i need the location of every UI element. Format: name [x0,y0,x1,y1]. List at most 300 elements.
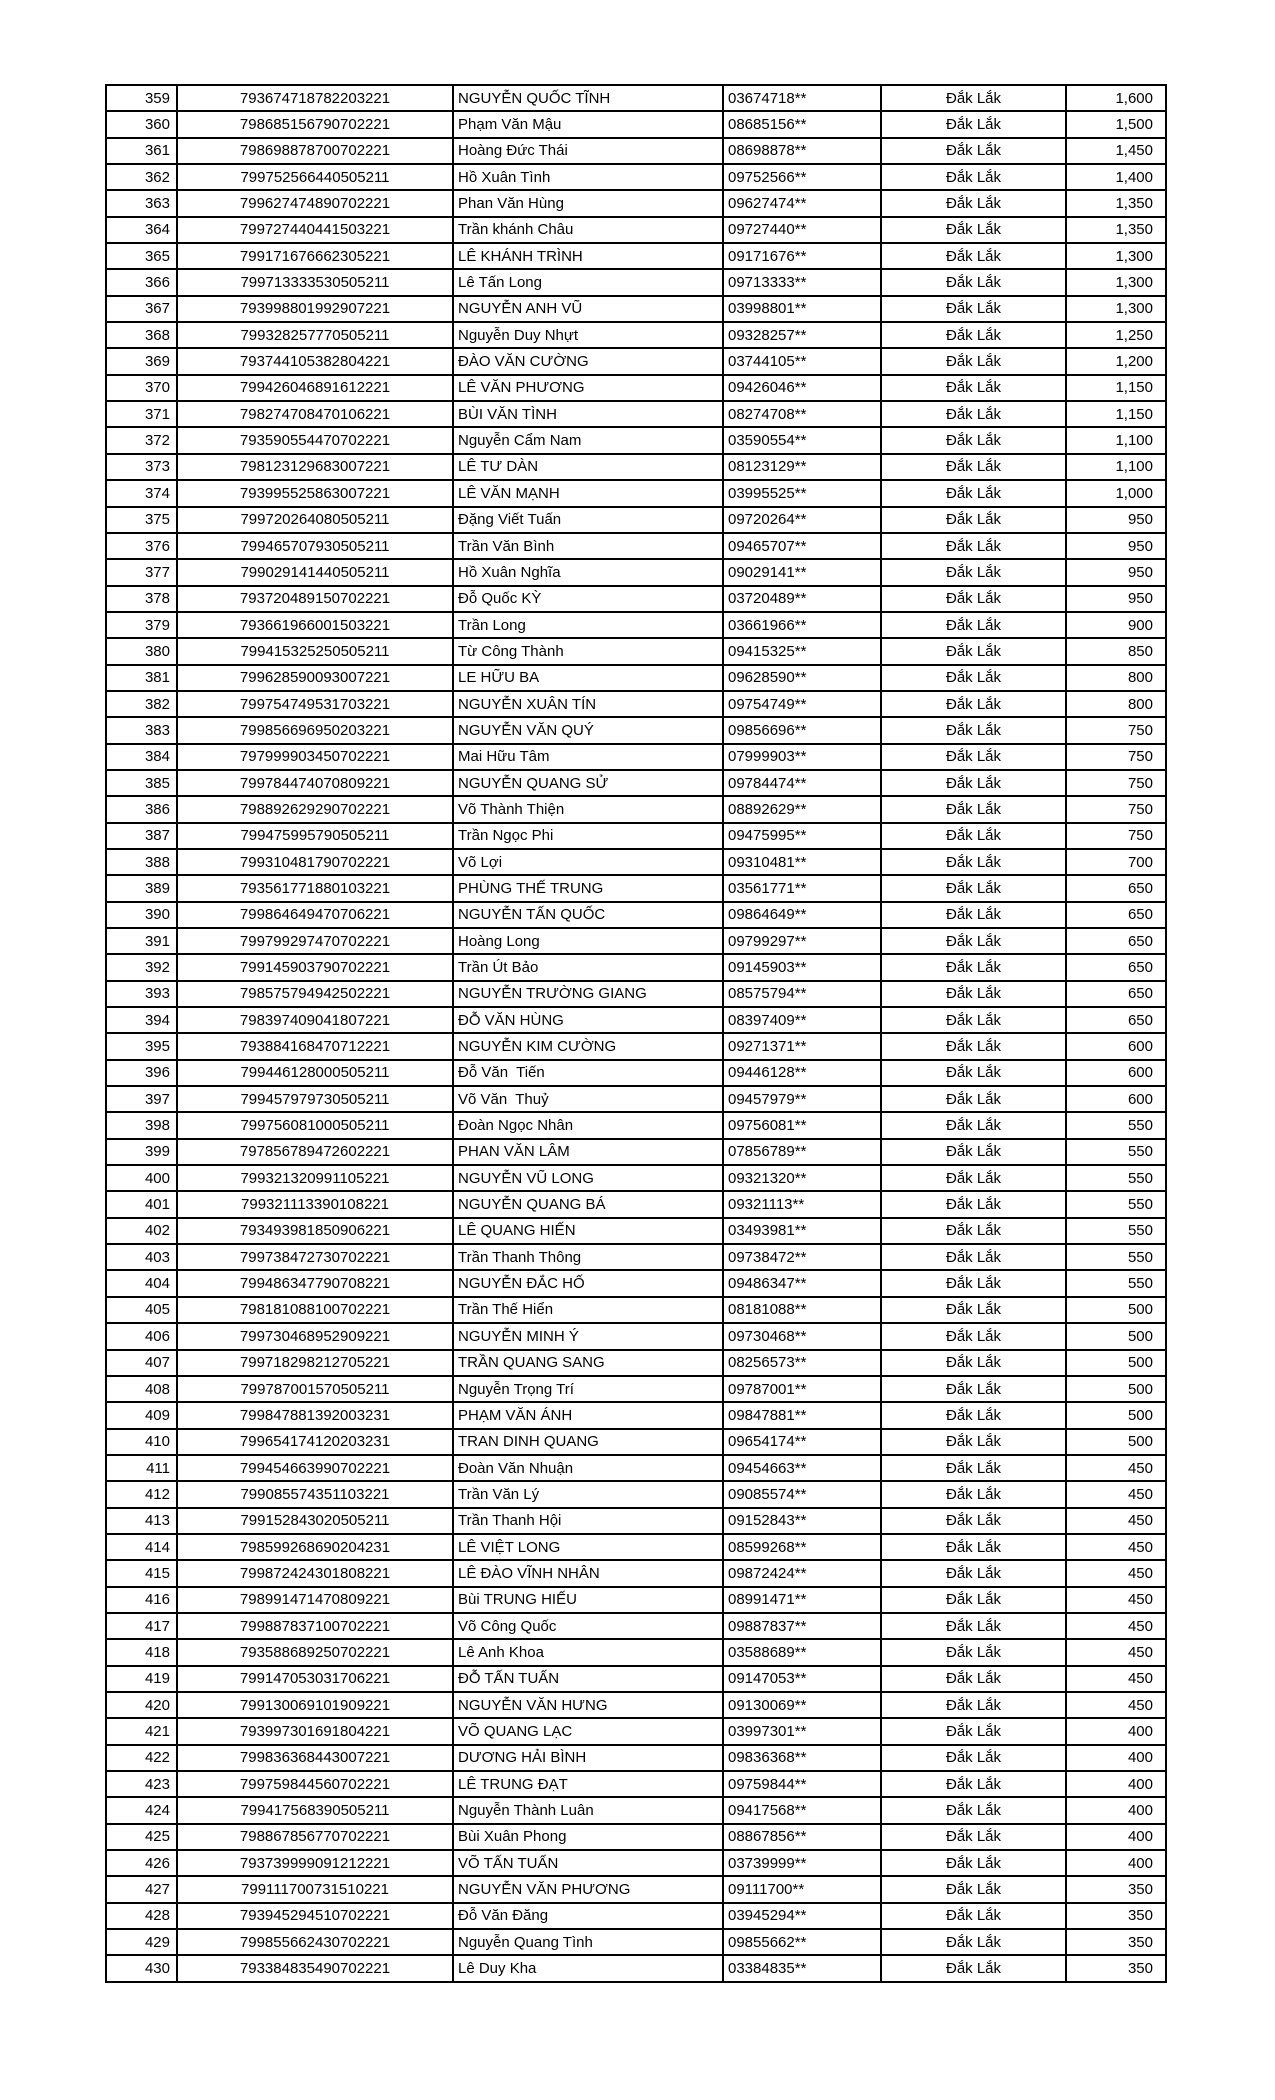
province-cell: Đắk Lắk [881,586,1066,612]
name-cell: ĐỖ VĂN HÙNG [453,1007,723,1033]
province-cell: Đắk Lắk [881,1850,1066,1876]
province-cell: Đắk Lắk [881,1534,1066,1560]
points-cell: 650 [1066,928,1166,954]
province-cell: Đắk Lắk [881,849,1066,875]
name-cell: NGUYỄN QUANG SỬ [453,770,723,796]
table-row [106,849,1166,875]
points-cell: 450 [1066,1613,1166,1639]
name-cell: Đỗ Văn Đăng [453,1903,723,1929]
phone-cell: 03744105** [723,348,881,374]
province-cell: Đắk Lắk [881,1508,1066,1534]
table-row [106,981,1166,1007]
row-number-cell: 417 [106,1613,177,1639]
province-cell: Đắk Lắk [881,375,1066,401]
points-cell: 950 [1066,559,1166,585]
table-row [106,559,1166,585]
row-number-cell: 367 [106,296,177,322]
phone-cell: 09130069** [723,1692,881,1718]
phone-cell: 09787001** [723,1376,881,1402]
code-cell: 799446128000505211 [177,1060,453,1086]
code-cell: 793995525863007221 [177,480,453,506]
code-cell: 799730468952909221 [177,1323,453,1349]
province-cell: Đắk Lắk [881,875,1066,901]
code-cell: 793561771880103221 [177,875,453,901]
points-cell: 600 [1066,1086,1166,1112]
name-cell: Trần Út Bảo [453,954,723,980]
code-cell: 799754749531703221 [177,691,453,717]
row-number-cell: 376 [106,533,177,559]
table-row [106,322,1166,348]
name-cell: Trần Ngọc Phi [453,823,723,849]
province-cell: Đắk Lắk [881,954,1066,980]
phone-cell: 09328257** [723,322,881,348]
province-cell: Đắk Lắk [881,1613,1066,1639]
row-number-cell: 430 [106,1955,177,1982]
row-number-cell: 381 [106,665,177,691]
name-cell: ĐÀO VĂN CƯỜNG [453,348,723,374]
points-cell: 450 [1066,1587,1166,1613]
table-row [106,902,1166,928]
row-number-cell: 386 [106,796,177,822]
phone-cell: 09417568** [723,1797,881,1823]
name-cell: Trần Thanh Hội [453,1508,723,1534]
table-row [106,1402,1166,1428]
phone-cell: 03588689** [723,1639,881,1665]
table-row [106,796,1166,822]
table-row [106,1244,1166,1270]
phone-cell: 07999903** [723,744,881,770]
code-cell: 799855662430702221 [177,1929,453,1955]
province-cell: Đắk Lắk [881,111,1066,137]
row-number-cell: 420 [106,1692,177,1718]
code-cell: 798123129683007221 [177,454,453,480]
phone-cell: 07856789** [723,1139,881,1165]
row-number-cell: 407 [106,1350,177,1376]
province-cell: Đắk Lắk [881,1903,1066,1929]
table-row [106,1850,1166,1876]
phone-cell: 09654174** [723,1429,881,1455]
row-number-cell: 375 [106,507,177,533]
table-row [106,1218,1166,1244]
province-cell: Đắk Lắk [881,1481,1066,1507]
row-number-cell: 415 [106,1560,177,1586]
table-row [106,1560,1166,1586]
code-cell: 799085574351103221 [177,1481,453,1507]
province-cell: Đắk Lắk [881,1165,1066,1191]
name-cell: Đỗ Quốc KỲ [453,586,723,612]
phone-cell: 09627474** [723,190,881,216]
table-row [106,1718,1166,1744]
phone-cell: 08892629** [723,796,881,822]
name-cell: NGUYỄN VĂN PHƯƠNG [453,1876,723,1902]
province-cell: Đắk Lắk [881,269,1066,295]
phone-cell: 09475995** [723,823,881,849]
points-cell: 400 [1066,1824,1166,1850]
phone-cell: 08575794** [723,981,881,1007]
name-cell: NGUYỄN KIM CƯỜNG [453,1033,723,1059]
province-cell: Đắk Lắk [881,507,1066,533]
province-cell: Đắk Lắk [881,1191,1066,1217]
row-number-cell: 398 [106,1112,177,1138]
points-cell: 750 [1066,770,1166,796]
table-row [106,217,1166,243]
code-cell: 799752566440505211 [177,164,453,190]
table-row [106,401,1166,427]
province-cell: Đắk Lắk [881,1244,1066,1270]
table-row [106,1745,1166,1771]
province-cell: Đắk Lắk [881,1718,1066,1744]
phone-cell: 09727440** [723,217,881,243]
row-number-cell: 377 [106,559,177,585]
points-cell: 650 [1066,875,1166,901]
row-number-cell: 401 [106,1191,177,1217]
name-cell: Trần khánh Châu [453,217,723,243]
row-number-cell: 418 [106,1639,177,1665]
name-cell: NGUYỄN VĂN HƯNG [453,1692,723,1718]
phone-cell: 03720489** [723,586,881,612]
province-cell: Đắk Lắk [881,1218,1066,1244]
province-cell: Đắk Lắk [881,454,1066,480]
province-cell: Đắk Lắk [881,823,1066,849]
code-cell: 799130069101909221 [177,1692,453,1718]
province-cell: Đắk Lắk [881,1745,1066,1771]
points-cell: 500 [1066,1297,1166,1323]
phone-cell: 09111700** [723,1876,881,1902]
code-cell: 798685156790702221 [177,111,453,137]
name-cell: VÕ QUANG LẠC [453,1718,723,1744]
table-row [106,954,1166,980]
code-cell: 799654174120203231 [177,1429,453,1455]
row-number-cell: 371 [106,401,177,427]
phone-cell: 09738472** [723,1244,881,1270]
points-cell: 500 [1066,1429,1166,1455]
phone-cell: 09457979** [723,1086,881,1112]
row-number-cell: 372 [106,427,177,453]
code-cell: 793998801992907221 [177,296,453,322]
name-cell: DƯƠNG HẢI BÌNH [453,1745,723,1771]
province-cell: Đắk Lắk [881,1350,1066,1376]
row-number-cell: 388 [106,849,177,875]
phone-cell: 03384835** [723,1955,881,1982]
code-cell: 799415325250505211 [177,638,453,664]
points-cell: 750 [1066,796,1166,822]
phone-cell: 09446128** [723,1060,881,1086]
name-cell: NGUYỄN VŨ LONG [453,1165,723,1191]
code-cell: 799475995790505211 [177,823,453,849]
code-cell: 799787001570505211 [177,1376,453,1402]
points-cell: 850 [1066,638,1166,664]
points-cell: 1,350 [1066,190,1166,216]
table-row [106,480,1166,506]
code-cell: 799457979730505211 [177,1086,453,1112]
code-cell: 797999903450702221 [177,744,453,770]
table-row [106,1692,1166,1718]
code-cell: 798274708470106221 [177,401,453,427]
name-cell: Nguyễn Trọng Trí [453,1376,723,1402]
phone-cell: 09847881** [723,1402,881,1428]
row-number-cell: 382 [106,691,177,717]
table-row [106,875,1166,901]
name-cell: NGUYỄN VĂN QUÝ [453,717,723,743]
table-row [106,1929,1166,1955]
phone-cell: 08991471** [723,1587,881,1613]
points-cell: 1,150 [1066,401,1166,427]
row-number-cell: 428 [106,1903,177,1929]
name-cell: NGUYỄN ĐẮC HỐ [453,1270,723,1296]
table-row [106,1587,1166,1613]
name-cell: NGUYỄN TRƯỜNG GIANG [453,981,723,1007]
code-cell: 799465707930505211 [177,533,453,559]
row-number-cell: 383 [106,717,177,743]
points-cell: 450 [1066,1481,1166,1507]
points-cell: 550 [1066,1112,1166,1138]
points-cell: 1,100 [1066,427,1166,453]
province-cell: Đắk Lắk [881,1112,1066,1138]
points-cell: 350 [1066,1929,1166,1955]
code-cell: 793661966001503221 [177,612,453,638]
code-cell: 799718298212705221 [177,1350,453,1376]
points-cell: 500 [1066,1350,1166,1376]
province-cell: Đắk Lắk [881,1824,1066,1850]
name-cell: NGUYỄN QUỐC TĨNH [453,85,723,111]
points-cell: 400 [1066,1771,1166,1797]
code-cell: 799727440441503221 [177,217,453,243]
points-cell: 550 [1066,1139,1166,1165]
code-cell: 799887837100702221 [177,1613,453,1639]
province-cell: Đắk Lắk [881,717,1066,743]
table-row [106,1903,1166,1929]
name-cell: LÊ ĐÀO VĨNH NHÂN [453,1560,723,1586]
province-cell: Đắk Lắk [881,1429,1066,1455]
table-row [106,111,1166,137]
points-cell: 750 [1066,823,1166,849]
name-cell: Lê Duy Kha [453,1955,723,1982]
table-row [106,586,1166,612]
phone-cell: 08685156** [723,111,881,137]
code-cell: 799321320991105221 [177,1165,453,1191]
name-cell: NGUYỄN XUÂN TÍN [453,691,723,717]
province-cell: Đắk Lắk [881,1955,1066,1982]
province-cell: Đắk Lắk [881,902,1066,928]
name-cell: LÊ TƯ DÀN [453,454,723,480]
row-number-cell: 359 [106,85,177,111]
row-number-cell: 397 [106,1086,177,1112]
code-cell: 793997301691804221 [177,1718,453,1744]
province-cell: Đắk Lắk [881,1402,1066,1428]
name-cell: LÊ KHÁNH TRÌNH [453,243,723,269]
province-cell: Đắk Lắk [881,1139,1066,1165]
province-cell: Đắk Lắk [881,1771,1066,1797]
phone-cell: 09759844** [723,1771,881,1797]
name-cell: Đỗ Văn Tiến [453,1060,723,1086]
phone-cell: 08599268** [723,1534,881,1560]
phone-cell: 09486347** [723,1270,881,1296]
points-cell: 450 [1066,1692,1166,1718]
row-number-cell: 362 [106,164,177,190]
code-cell: 793493981850906221 [177,1218,453,1244]
phone-cell: 08256573** [723,1350,881,1376]
row-number-cell: 400 [106,1165,177,1191]
row-number-cell: 429 [106,1929,177,1955]
row-number-cell: 394 [106,1007,177,1033]
name-cell: Hồ Xuân Tình [453,164,723,190]
code-cell: 799029141440505211 [177,559,453,585]
name-cell: NGUYỄN MINH Ý [453,1323,723,1349]
points-cell: 1,300 [1066,296,1166,322]
row-number-cell: 413 [106,1508,177,1534]
code-cell: 799145903790702221 [177,954,453,980]
table-row [106,296,1166,322]
province-cell: Đắk Lắk [881,744,1066,770]
table-row [106,612,1166,638]
name-cell: Võ Văn Thuỷ [453,1086,723,1112]
name-cell: Nguyễn Thành Luân [453,1797,723,1823]
table-row [106,1376,1166,1402]
phone-cell: 08867856** [723,1824,881,1850]
province-cell: Đắk Lắk [881,1666,1066,1692]
table-row [106,1534,1166,1560]
points-cell: 400 [1066,1850,1166,1876]
code-cell: 799628590093007221 [177,665,453,691]
row-number-cell: 423 [106,1771,177,1797]
phone-cell: 03739999** [723,1850,881,1876]
row-number-cell: 365 [106,243,177,269]
name-cell: Đặng Viết Tuấn [453,507,723,533]
table-row [106,348,1166,374]
province-cell: Đắk Lắk [881,85,1066,111]
row-number-cell: 404 [106,1270,177,1296]
name-cell: Lê Anh Khoa [453,1639,723,1665]
points-cell: 450 [1066,1666,1166,1692]
code-cell: 799417568390505211 [177,1797,453,1823]
row-number-cell: 363 [106,190,177,216]
name-cell: Hoàng Đức Thái [453,138,723,164]
row-number-cell: 391 [106,928,177,954]
phone-cell: 09171676** [723,243,881,269]
code-cell: 798181088100702221 [177,1297,453,1323]
province-cell: Đắk Lắk [881,1639,1066,1665]
row-number-cell: 410 [106,1429,177,1455]
province-cell: Đắk Lắk [881,612,1066,638]
points-cell: 450 [1066,1560,1166,1586]
table-row [106,1350,1166,1376]
name-cell: LÊ VIỆT LONG [453,1534,723,1560]
province-cell: Đắk Lắk [881,1060,1066,1086]
phone-cell: 09029141** [723,559,881,585]
table-row [106,454,1166,480]
row-number-cell: 378 [106,586,177,612]
points-cell: 650 [1066,981,1166,1007]
table-row [106,190,1166,216]
points-cell: 550 [1066,1244,1166,1270]
phone-cell: 03945294** [723,1903,881,1929]
row-number-cell: 390 [106,902,177,928]
row-number-cell: 364 [106,217,177,243]
name-cell: Hồ Xuân Nghĩa [453,559,723,585]
phone-cell: 09628590** [723,665,881,691]
phone-cell: 09147053** [723,1666,881,1692]
code-cell: 799836368443007221 [177,1745,453,1771]
phone-cell: 09856696** [723,717,881,743]
phone-cell: 09887837** [723,1613,881,1639]
points-cell: 800 [1066,665,1166,691]
code-cell: 793744105382804221 [177,348,453,374]
points-cell: 950 [1066,507,1166,533]
points-cell: 450 [1066,1455,1166,1481]
row-number-cell: 416 [106,1587,177,1613]
table-row [106,1139,1166,1165]
points-cell: 1,300 [1066,243,1166,269]
name-cell: Võ Công Quốc [453,1613,723,1639]
row-number-cell: 360 [106,111,177,137]
name-cell: Từ Công Thành [453,638,723,664]
row-number-cell: 426 [106,1850,177,1876]
province-cell: Đắk Lắk [881,1323,1066,1349]
code-cell: 799111700731510221 [177,1876,453,1902]
table-row [106,375,1166,401]
phone-cell: 09145903** [723,954,881,980]
name-cell: LÊ QUANG HIẾN [453,1218,723,1244]
row-number-cell: 403 [106,1244,177,1270]
code-cell: 799147053031706221 [177,1666,453,1692]
name-cell: Đoàn Ngọc Nhân [453,1112,723,1138]
name-cell: TRAN DINH QUANG [453,1429,723,1455]
province-cell: Đắk Lắk [881,691,1066,717]
points-cell: 350 [1066,1903,1166,1929]
row-number-cell: 396 [106,1060,177,1086]
table-row [106,1060,1166,1086]
table-row [106,1297,1166,1323]
points-cell: 500 [1066,1402,1166,1428]
points-cell: 800 [1066,691,1166,717]
phone-cell: 08274708** [723,401,881,427]
province-cell: Đắk Lắk [881,796,1066,822]
phone-cell: 08698878** [723,138,881,164]
table-row [106,770,1166,796]
table-row [106,1007,1166,1033]
name-cell: Trần Long [453,612,723,638]
row-number-cell: 369 [106,348,177,374]
row-number-cell: 366 [106,269,177,295]
table-row [106,823,1166,849]
code-cell: 797856789472602221 [177,1139,453,1165]
province-cell: Đắk Lắk [881,190,1066,216]
points-cell: 550 [1066,1270,1166,1296]
points-cell: 400 [1066,1718,1166,1744]
code-cell: 799627474890702221 [177,190,453,216]
phone-cell: 09720264** [723,507,881,533]
row-number-cell: 414 [106,1534,177,1560]
code-cell: 799759844560702221 [177,1771,453,1797]
province-cell: Đắk Lắk [881,296,1066,322]
row-number-cell: 408 [106,1376,177,1402]
row-number-cell: 370 [106,375,177,401]
points-cell: 600 [1066,1033,1166,1059]
code-cell: 799864649470706221 [177,902,453,928]
points-cell: 400 [1066,1797,1166,1823]
province-cell: Đắk Lắk [881,981,1066,1007]
name-cell: LÊ TRUNG ĐẠT [453,1771,723,1797]
row-number-cell: 419 [106,1666,177,1692]
row-number-cell: 402 [106,1218,177,1244]
code-cell: 799856696950203221 [177,717,453,743]
province-cell: Đắk Lắk [881,1297,1066,1323]
table-row [106,1429,1166,1455]
row-number-cell: 395 [106,1033,177,1059]
name-cell: LE HỮU BA [453,665,723,691]
province-cell: Đắk Lắk [881,480,1066,506]
table-row [106,665,1166,691]
